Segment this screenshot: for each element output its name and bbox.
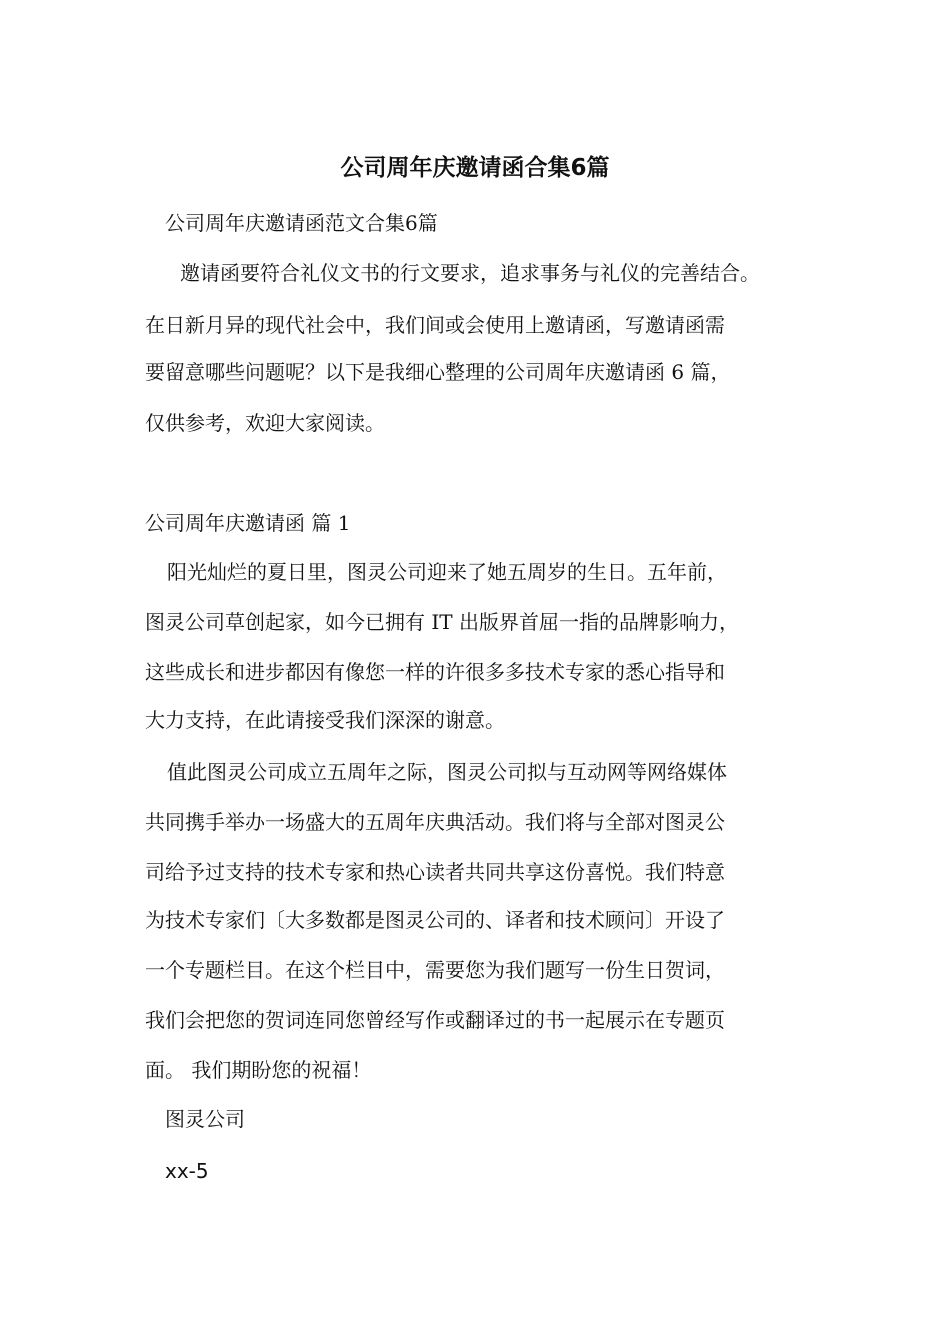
section-heading: 公司周年庆邀请函 篇 1 xyxy=(145,511,351,535)
para1-line-1: 阳光灿烂的夏日里，图灵公司迎来了她五周岁的生日。五年前， xyxy=(167,560,727,584)
document-title: 公司周年庆邀请函合集6篇 xyxy=(340,155,610,181)
para2-line-1: 值此图灵公司成立五周年之际，图灵公司拟与互动网等网络媒体 xyxy=(167,760,727,784)
date: xx-5 xyxy=(165,1159,209,1183)
intro-line-3: 要留意哪些问题呢？以下是我细心整理的公司周年庆邀请函 6 篇， xyxy=(145,360,731,384)
para1-line-2: 图灵公司草创起家，如今已拥有 IT 出版界首屈一指的品牌影响力， xyxy=(145,610,739,634)
para1-line-4: 大力支持，在此请接受我们深深的谢意。 xyxy=(145,708,505,732)
para2-line-4: 为技术专家们〔大多数都是图灵公司的、译者和技术顾问〕开设了 xyxy=(145,908,725,932)
para2-line-3: 司给予过支持的技术专家和热心读者共同共享这份喜悦。我们特意 xyxy=(145,860,725,884)
para2-line-2: 共同携手举办一场盛大的五周年庆典活动。我们将与全部对图灵公 xyxy=(145,810,725,834)
intro-line-2: 在日新月异的现代社会中，我们间或会使用上邀请函，写邀请函需 xyxy=(145,313,725,337)
intro-line-1: 邀请函要符合礼仪文书的行文要求，追求事务与礼仪的完善结合。 xyxy=(180,261,760,285)
para2-line-6: 我们会把您的贺词连同您曾经写作或翻译过的书一起展示在专题页 xyxy=(145,1008,725,1032)
para2-line-5: 一个专题栏目。在这个栏目中，需要您为我们题写一份生日贺词， xyxy=(145,958,725,982)
para2-line-7: 面。 我们期盼您的祝福！ xyxy=(145,1058,372,1082)
document-subtitle: 公司周年庆邀请函范文合集6篇 xyxy=(165,211,438,235)
signature: 图灵公司 xyxy=(165,1107,245,1131)
para1-line-3: 这些成长和进步都因有像您一样的许很多多技术专家的悉心指导和 xyxy=(145,660,725,684)
intro-line-4: 仅供参考，欢迎大家阅读。 xyxy=(145,411,385,435)
